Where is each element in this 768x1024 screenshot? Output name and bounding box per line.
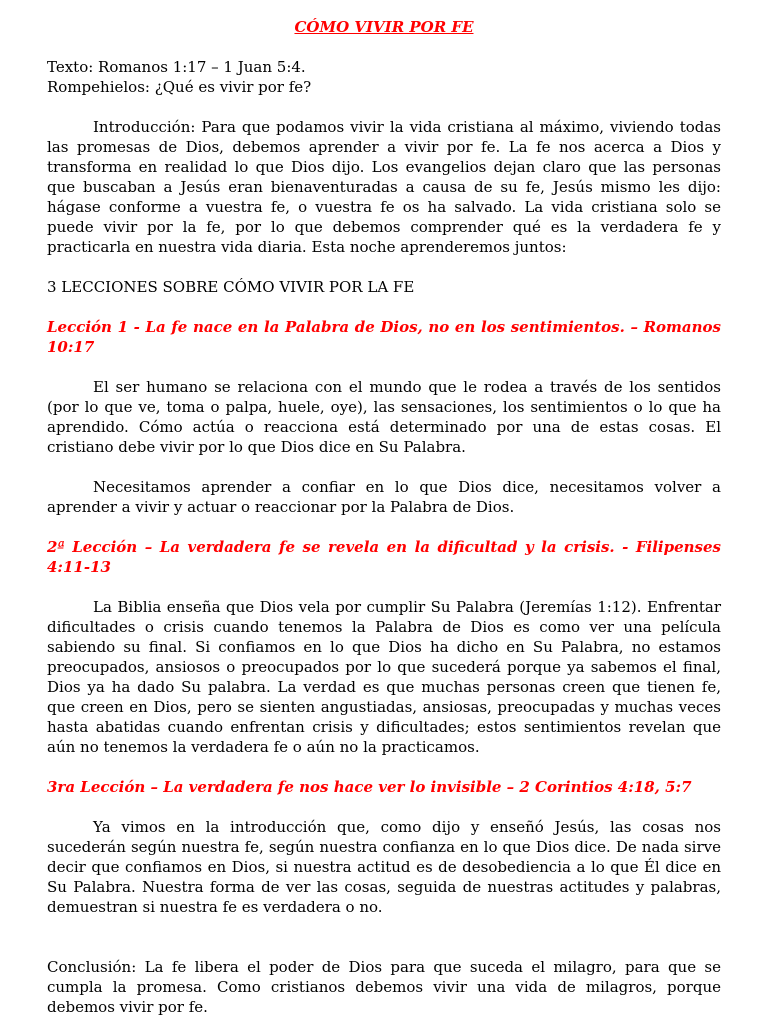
- rompehielos-line: Rompehielos: ¿Qué es vivir por fe?: [47, 78, 312, 96]
- leccion-2-heading: 2ª Lección – La verdadera fe se revela en la dificultad y la crisis. - Filipenses 4:11-13: [47, 538, 721, 576]
- page-title: CÓMO VIVIR POR FE: [294, 18, 474, 36]
- texto-line: Texto: Romanos 1:17 – 1 Juan 5:4.: [47, 58, 306, 76]
- leccion-1-heading: Lección 1 - La fe nace en la Palabra de Dios, no en los sentimientos. – Romanos 10:17: [47, 318, 721, 356]
- leccion-3-heading: 3ra Lección – La verdadera fe nos hace ver lo invisible – 2 Corintios 4:18, 5:7: [47, 778, 692, 796]
- leccion-2-paragraph: La Biblia enseña que Dios vela por cumplir Su Palabra (Jeremías 1:12). Enfrentar dificultades o crisis cuando tenemos la Palabra de Dios es como ver una película sabiendo su final. Si confiamos en lo que Dios ha dicho en Su Palabra, no estamos preocupados, ansiosos o preocupados por lo que sucederá porque ya sabemos el final, Dios ya ha dado Su palabra. La verdad es que muchas personas creen que tienen fe, que creen en Dios, pero se sienten angustiadas, ansiosas, preocupadas y muchas veces hasta abatidas cuando enfrentan crisis y dificultades; estos sentimientos revelan que aún no tenemos la verdadera fe o aún no la practicamos.: [47, 598, 721, 756]
- lecciones-heading: 3 LECCIONES SOBRE CÓMO VIVIR POR LA FE: [47, 278, 415, 296]
- leccion-3-paragraph: Ya vimos en la introducción que, como dijo y enseñó Jesús, las cosas nos sucederán según nuestra fe, según nuestra confianza en lo que Dios dice. De nada sirve decir que confiamos en Dios, si nuestra actitud es de desobediencia a lo que Él dice en Su Palabra. Nuestra forma de ver las cosas, seguida de nuestras actitudes y palabras, demuestran si nuestra fe es verdadera o no.: [47, 818, 721, 916]
- introduccion-paragraph: Introducción: Para que podamos vivir la vida cristiana al máximo, viviendo todas las promesas de Dios, debemos aprender a vivir por fe. La fe nos acerca a Dios y transforma en realidad lo que Dios dijo. Los evangelios dejan claro que las personas que buscaban a Jesús eran bienaventuradas a causa de su fe, Jesús mismo les dijo: hágase conforme a vuestra fe, o vuestra fe os ha salvado. La vida cristiana solo se puede vivir por la fe, por lo que debemos comprender qué es la verdadera fe y practicarla en nuestra vida diaria. Esta noche aprenderemos juntos:: [47, 118, 721, 256]
- conclusion-paragraph: Conclusión: La fe libera el poder de Dios para que suceda el milagro, para que se cumpla la promesa. Como cristianos debemos vivir una vida de milagros, porque debemos vivir por fe.: [47, 958, 721, 1016]
- leccion-1-paragraph-1: El ser humano se relaciona con el mundo que le rodea a través de los sentidos (por lo que ve, toma o palpa, huele, oye), las sensaciones, los sentimientos o lo que ha aprendido. Cómo actúa o reacciona está determinado por una de estas cosas. El cristiano debe vivir por lo que Dios dice en Su Palabra.: [47, 378, 721, 456]
- leccion-1-paragraph-2: Necesitamos aprender a confiar en lo que Dios dice, necesitamos volver a aprender a vivir y actuar o reaccionar por la Palabra de Dios.: [47, 478, 721, 516]
